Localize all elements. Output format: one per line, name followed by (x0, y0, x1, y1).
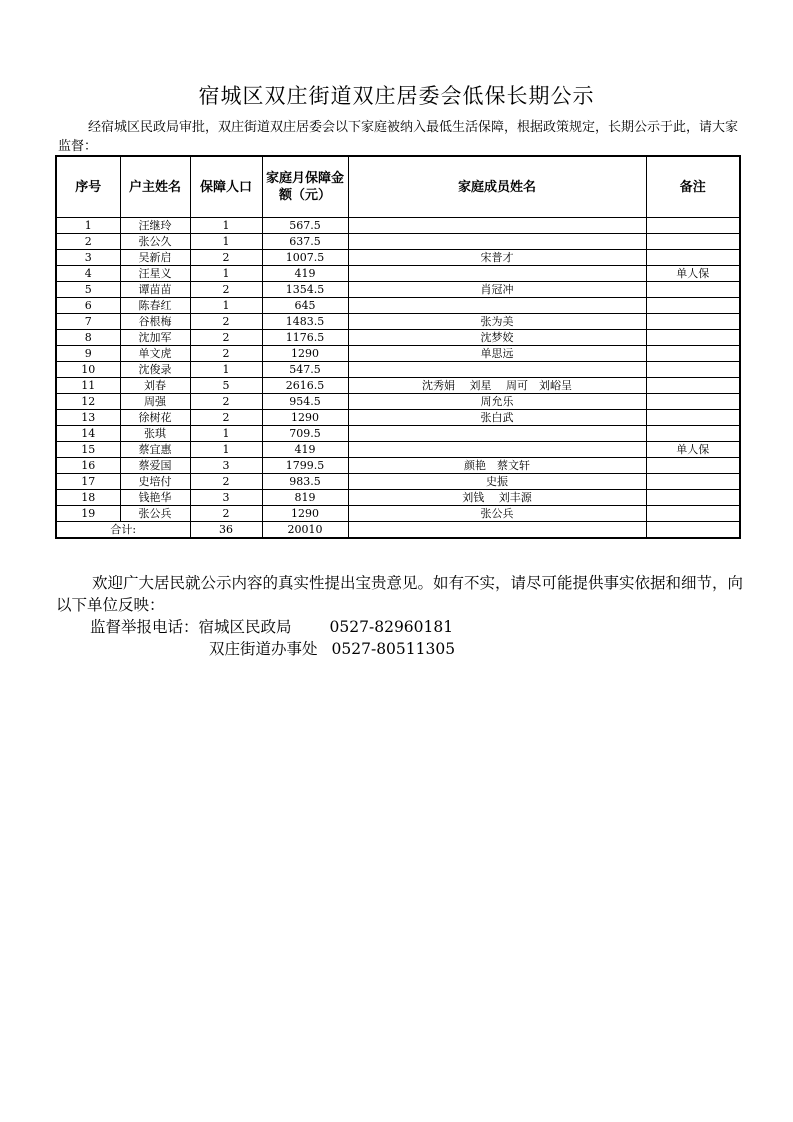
table-header-row (56, 156, 740, 218)
cell-amount: 1290 (262, 410, 348, 426)
table-row (56, 314, 740, 330)
table-row (56, 218, 740, 234)
cell-members (348, 362, 646, 378)
cell-head-name: 史培付 (120, 474, 190, 490)
cell-amount: 819 (262, 490, 348, 506)
cell-members (348, 442, 646, 458)
table-row (56, 458, 740, 474)
cell-remark (646, 506, 740, 522)
cell-remark (646, 490, 740, 506)
cell-amount: 547.5 (262, 362, 348, 378)
cell-members: 肖冠冲 (348, 282, 646, 298)
contact-org-2: 双庄街道办事处 (209, 640, 318, 658)
table-row (56, 298, 740, 314)
cell-amount: 645 (262, 298, 348, 314)
cell-remark (646, 362, 740, 378)
cell-count: 1 (190, 362, 262, 378)
total-row (56, 522, 740, 539)
table-row (56, 490, 740, 506)
table-body (56, 218, 740, 539)
cell-remark (646, 314, 740, 330)
table-row (56, 474, 740, 490)
cell-seq: 16 (56, 458, 120, 474)
cell-amount: 1007.5 (262, 250, 348, 266)
cell-seq: 7 (56, 314, 120, 330)
cell-head-name: 张琪 (120, 426, 190, 442)
cell-count: 1 (190, 266, 262, 282)
cell-head-name: 沈加军 (120, 330, 190, 346)
cell-members: 沈秀娟 刘星 周可 刘峪呈 (348, 378, 646, 394)
header-amount: 家庭月保障金额（元） (262, 156, 348, 218)
cell-seq: 1 (56, 218, 120, 234)
cell-members: 周允乐 (348, 394, 646, 410)
cell-members: 张公兵 (348, 506, 646, 522)
cell-seq: 10 (56, 362, 120, 378)
cell-seq: 5 (56, 282, 120, 298)
table-row (56, 426, 740, 442)
cell-amount: 1799.5 (262, 458, 348, 474)
table-row (56, 282, 740, 298)
cell-seq: 15 (56, 442, 120, 458)
header-head-name: 户主姓名 (120, 156, 190, 218)
table-row (56, 506, 740, 522)
cell-count: 2 (190, 330, 262, 346)
cell-amount: 1290 (262, 506, 348, 522)
cell-head-name: 钱艳华 (120, 490, 190, 506)
cell-head-name: 谭苗苗 (120, 282, 190, 298)
header-seq: 序号 (56, 156, 120, 218)
cell-remark (646, 346, 740, 362)
cell-seq: 2 (56, 234, 120, 250)
cell-head-name: 蔡宜惠 (120, 442, 190, 458)
header-count: 保障人口 (190, 156, 262, 218)
cell-seq: 12 (56, 394, 120, 410)
subsistence-roster-table (55, 155, 741, 539)
cell-head-name: 谷根梅 (120, 314, 190, 330)
cell-members: 史振 (348, 474, 646, 490)
cell-remark (646, 378, 740, 394)
cell-amount: 637.5 (262, 234, 348, 250)
total-remark-empty (646, 522, 740, 539)
cell-count: 2 (190, 394, 262, 410)
cell-members: 张白武 (348, 410, 646, 426)
cell-count: 1 (190, 298, 262, 314)
cell-members (348, 218, 646, 234)
table-row (56, 394, 740, 410)
cell-members (348, 426, 646, 442)
contact-phone-2: 0527-80511305 (331, 640, 456, 658)
cell-members: 单思远 (348, 346, 646, 362)
header-members: 家庭成员姓名 (348, 156, 646, 218)
cell-head-name: 汪星义 (120, 266, 190, 282)
total-amount: 20010 (262, 522, 348, 539)
cell-members: 颜艳 蔡文轩 (348, 458, 646, 474)
cell-members: 沈梦姣 (348, 330, 646, 346)
cell-remark (646, 218, 740, 234)
cell-count: 1 (190, 234, 262, 250)
contact-phone-1: 0527-82960181 (329, 618, 454, 636)
cell-members (348, 234, 646, 250)
cell-head-name: 刘春 (120, 378, 190, 394)
total-label: 合计: (56, 522, 190, 539)
cell-count: 1 (190, 442, 262, 458)
cell-amount: 1483.5 (262, 314, 348, 330)
cell-seq: 9 (56, 346, 120, 362)
cell-count: 1 (190, 218, 262, 234)
cell-remark (646, 298, 740, 314)
cell-head-name: 周强 (120, 394, 190, 410)
cell-remark (646, 330, 740, 346)
table-row (56, 266, 740, 282)
cell-count: 3 (190, 490, 262, 506)
cell-remark (646, 234, 740, 250)
cell-remark (646, 394, 740, 410)
cell-head-name: 张公久 (120, 234, 190, 250)
table-row (56, 346, 740, 362)
cell-seq: 17 (56, 474, 120, 490)
cell-head-name: 徐树花 (120, 410, 190, 426)
cell-count: 2 (190, 506, 262, 522)
contact-line-1 (56, 616, 756, 638)
cell-remark (646, 458, 740, 474)
cell-head-name: 吴新启 (120, 250, 190, 266)
cell-count: 2 (190, 250, 262, 266)
cell-members: 刘钱 刘丰源 (348, 490, 646, 506)
cell-count: 2 (190, 346, 262, 362)
cell-amount: 1176.5 (262, 330, 348, 346)
cell-members (348, 266, 646, 282)
cell-remark: 单人保 (646, 442, 740, 458)
cell-count: 3 (190, 458, 262, 474)
contact-org-1: 宿城区民政局 (198, 618, 292, 636)
cell-remark (646, 282, 740, 298)
total-members-empty (348, 522, 646, 539)
contact-line-2 (56, 638, 756, 660)
table-row (56, 362, 740, 378)
cell-count: 1 (190, 426, 262, 442)
closing-section (56, 572, 756, 660)
cell-head-name: 张公兵 (120, 506, 190, 522)
cell-amount: 983.5 (262, 474, 348, 490)
cell-count: 2 (190, 282, 262, 298)
table-row (56, 234, 740, 250)
cell-members: 张为美 (348, 314, 646, 330)
cell-head-name: 沈俊录 (120, 362, 190, 378)
cell-head-name: 单文虎 (120, 346, 190, 362)
cell-amount: 1290 (262, 346, 348, 362)
cell-count: 2 (190, 314, 262, 330)
table-row (56, 378, 740, 394)
cell-amount: 419 (262, 266, 348, 282)
cell-remark (646, 426, 740, 442)
cell-seq: 19 (56, 506, 120, 522)
table-row (56, 410, 740, 426)
header-remark: 备注 (646, 156, 740, 218)
cell-head-name: 陈春红 (120, 298, 190, 314)
cell-amount: 954.5 (262, 394, 348, 410)
cell-members (348, 298, 646, 314)
table-row (56, 442, 740, 458)
cell-seq: 11 (56, 378, 120, 394)
cell-seq: 3 (56, 250, 120, 266)
cell-head-name: 蔡爱国 (120, 458, 190, 474)
cell-remark: 单人保 (646, 266, 740, 282)
table-row (56, 330, 740, 346)
intro-paragraph: 经宿城区民政局审批，双庄街道双庄居委会以下家庭被纳入最低生活保障，根据政策规定，长期公示于此，请大家监督： (58, 120, 739, 154)
cell-seq: 8 (56, 330, 120, 346)
cell-remark (646, 250, 740, 266)
cell-head-name: 汪继玲 (120, 218, 190, 234)
cell-seq: 4 (56, 266, 120, 282)
cell-count: 5 (190, 378, 262, 394)
total-count: 36 (190, 522, 262, 539)
cell-remark (646, 410, 740, 426)
cell-amount: 2616.5 (262, 378, 348, 394)
cell-members: 宋普才 (348, 250, 646, 266)
cell-amount: 419 (262, 442, 348, 458)
cell-amount: 1354.5 (262, 282, 348, 298)
page-title: 宿城区双庄街道双庄居委会低保长期公示 (198, 84, 595, 108)
table-row (56, 250, 740, 266)
closing-paragraph: 欢迎广大居民就公示内容的真实性提出宝贵意见。如有不实，请尽可能提供事实依据和细节，向以下单位反映： (56, 574, 744, 614)
cell-seq: 18 (56, 490, 120, 506)
cell-seq: 6 (56, 298, 120, 314)
cell-seq: 14 (56, 426, 120, 442)
cell-remark (646, 474, 740, 490)
cell-count: 2 (190, 410, 262, 426)
cell-seq: 13 (56, 410, 120, 426)
cell-amount: 567.5 (262, 218, 348, 234)
hotline-label: 监督举报电话： (90, 618, 199, 636)
cell-amount: 709.5 (262, 426, 348, 442)
cell-count: 2 (190, 474, 262, 490)
